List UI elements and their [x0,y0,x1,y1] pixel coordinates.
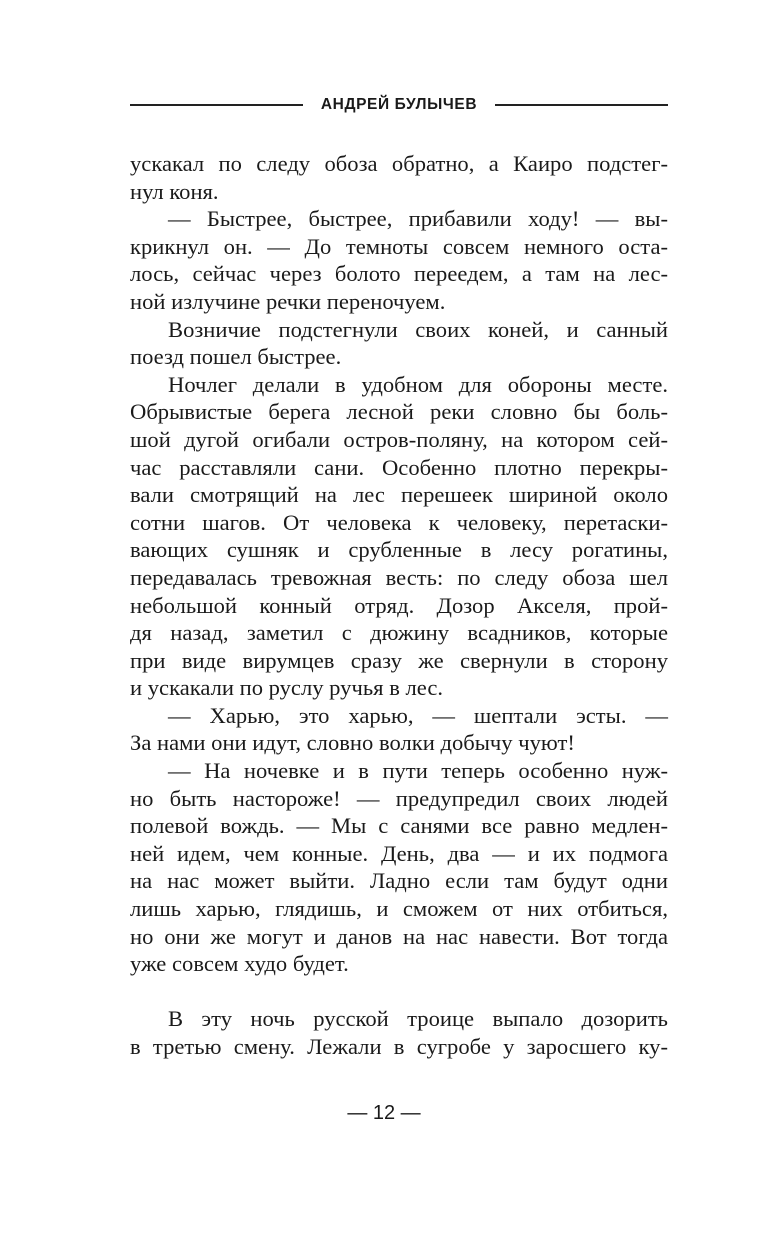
author-name: АНДРЕЙ БУЛЫЧЕВ [320,96,478,113]
text-line: нул коня. [130,178,219,204]
header-rule-left [130,104,303,106]
text-line: — Харью, это харью, — шептали эсты. — [168,702,668,728]
text-line: и ускакали по руслу ручья в лес. [130,675,444,701]
text-line: крикнул он. — До темноты совсем немного оста- [130,233,668,259]
text-line: небольшой конный отряд. Дозор Акселя, прой- [130,592,668,618]
text-line: За нами они идут, словно волки добычу чуют! [130,730,575,756]
text-line: на нас может выйти. Ладно если там будут одни [130,868,668,894]
text-line: ней идем, чем конные. День, два — и их подмога [130,840,668,866]
text-line: — Быстрее, быстрее, прибавили ходу! — вы- [168,206,668,232]
text-line: ной излучине речки переночуем. [130,288,446,314]
text-line: шой дугой огибали остров-поляну, на котором сей- [130,426,668,452]
text-line: передавалась тревожная весть: по следу обоза шел [130,564,668,590]
text-line: Возничие подстегнули своих коней, и санный [168,316,668,342]
text-line: ускакал по следу обоза обратно, а Каиро подстег- [130,151,668,176]
text-line: Ночлег делали в удобном для обороны месте. [168,371,668,397]
text-line: дя назад, заметил с дюжину всадников, которые [130,620,668,646]
page-number: — 12 — [347,1102,421,1124]
text-line: уже совсем худо будет. [130,951,349,977]
text-line: час расставляли сани. Особенно плотно перекры- [130,454,668,480]
text-line: вали смотрящий на лес перешеек шириной около [130,482,668,508]
running-header [130,92,668,118]
text-line: но они же могут и данов на нас навести. Вот тогда [130,923,668,949]
text-line: в третью смену. Лежали в сугробе у заросшего ку- [130,1034,668,1059]
text-line: лось, сейчас через болото переедем, а там на лес- [130,261,668,287]
text-line: но быть настороже! — предупредил своих людей [130,785,668,811]
text-line: вающих сушняк и срубленные в лесу рогатины, [130,537,668,563]
text-line: — На ночевке и в пути теперь особенно нуж- [168,758,668,784]
text-line: сотни шагов. От человека к человеку, перетаски- [130,509,668,535]
text-line: В эту ночь русской троице выпало дозорить [168,1006,668,1032]
text-line: при виде вирумцев сразу же свернули в сторону [130,647,668,673]
text-line: лишь харью, глядишь, и сможем от них отбиться, [130,896,668,922]
header-rule-right [495,104,668,106]
text-line: Обрывистые берега лесной реки словно бы боль- [130,399,668,425]
text-line: полевой вождь. — Мы с санями все равно медлен- [130,813,668,839]
text-line: поезд пошел быстрее. [130,344,342,370]
paragraph-gap [130,978,668,1006]
body-text [130,150,668,1061]
